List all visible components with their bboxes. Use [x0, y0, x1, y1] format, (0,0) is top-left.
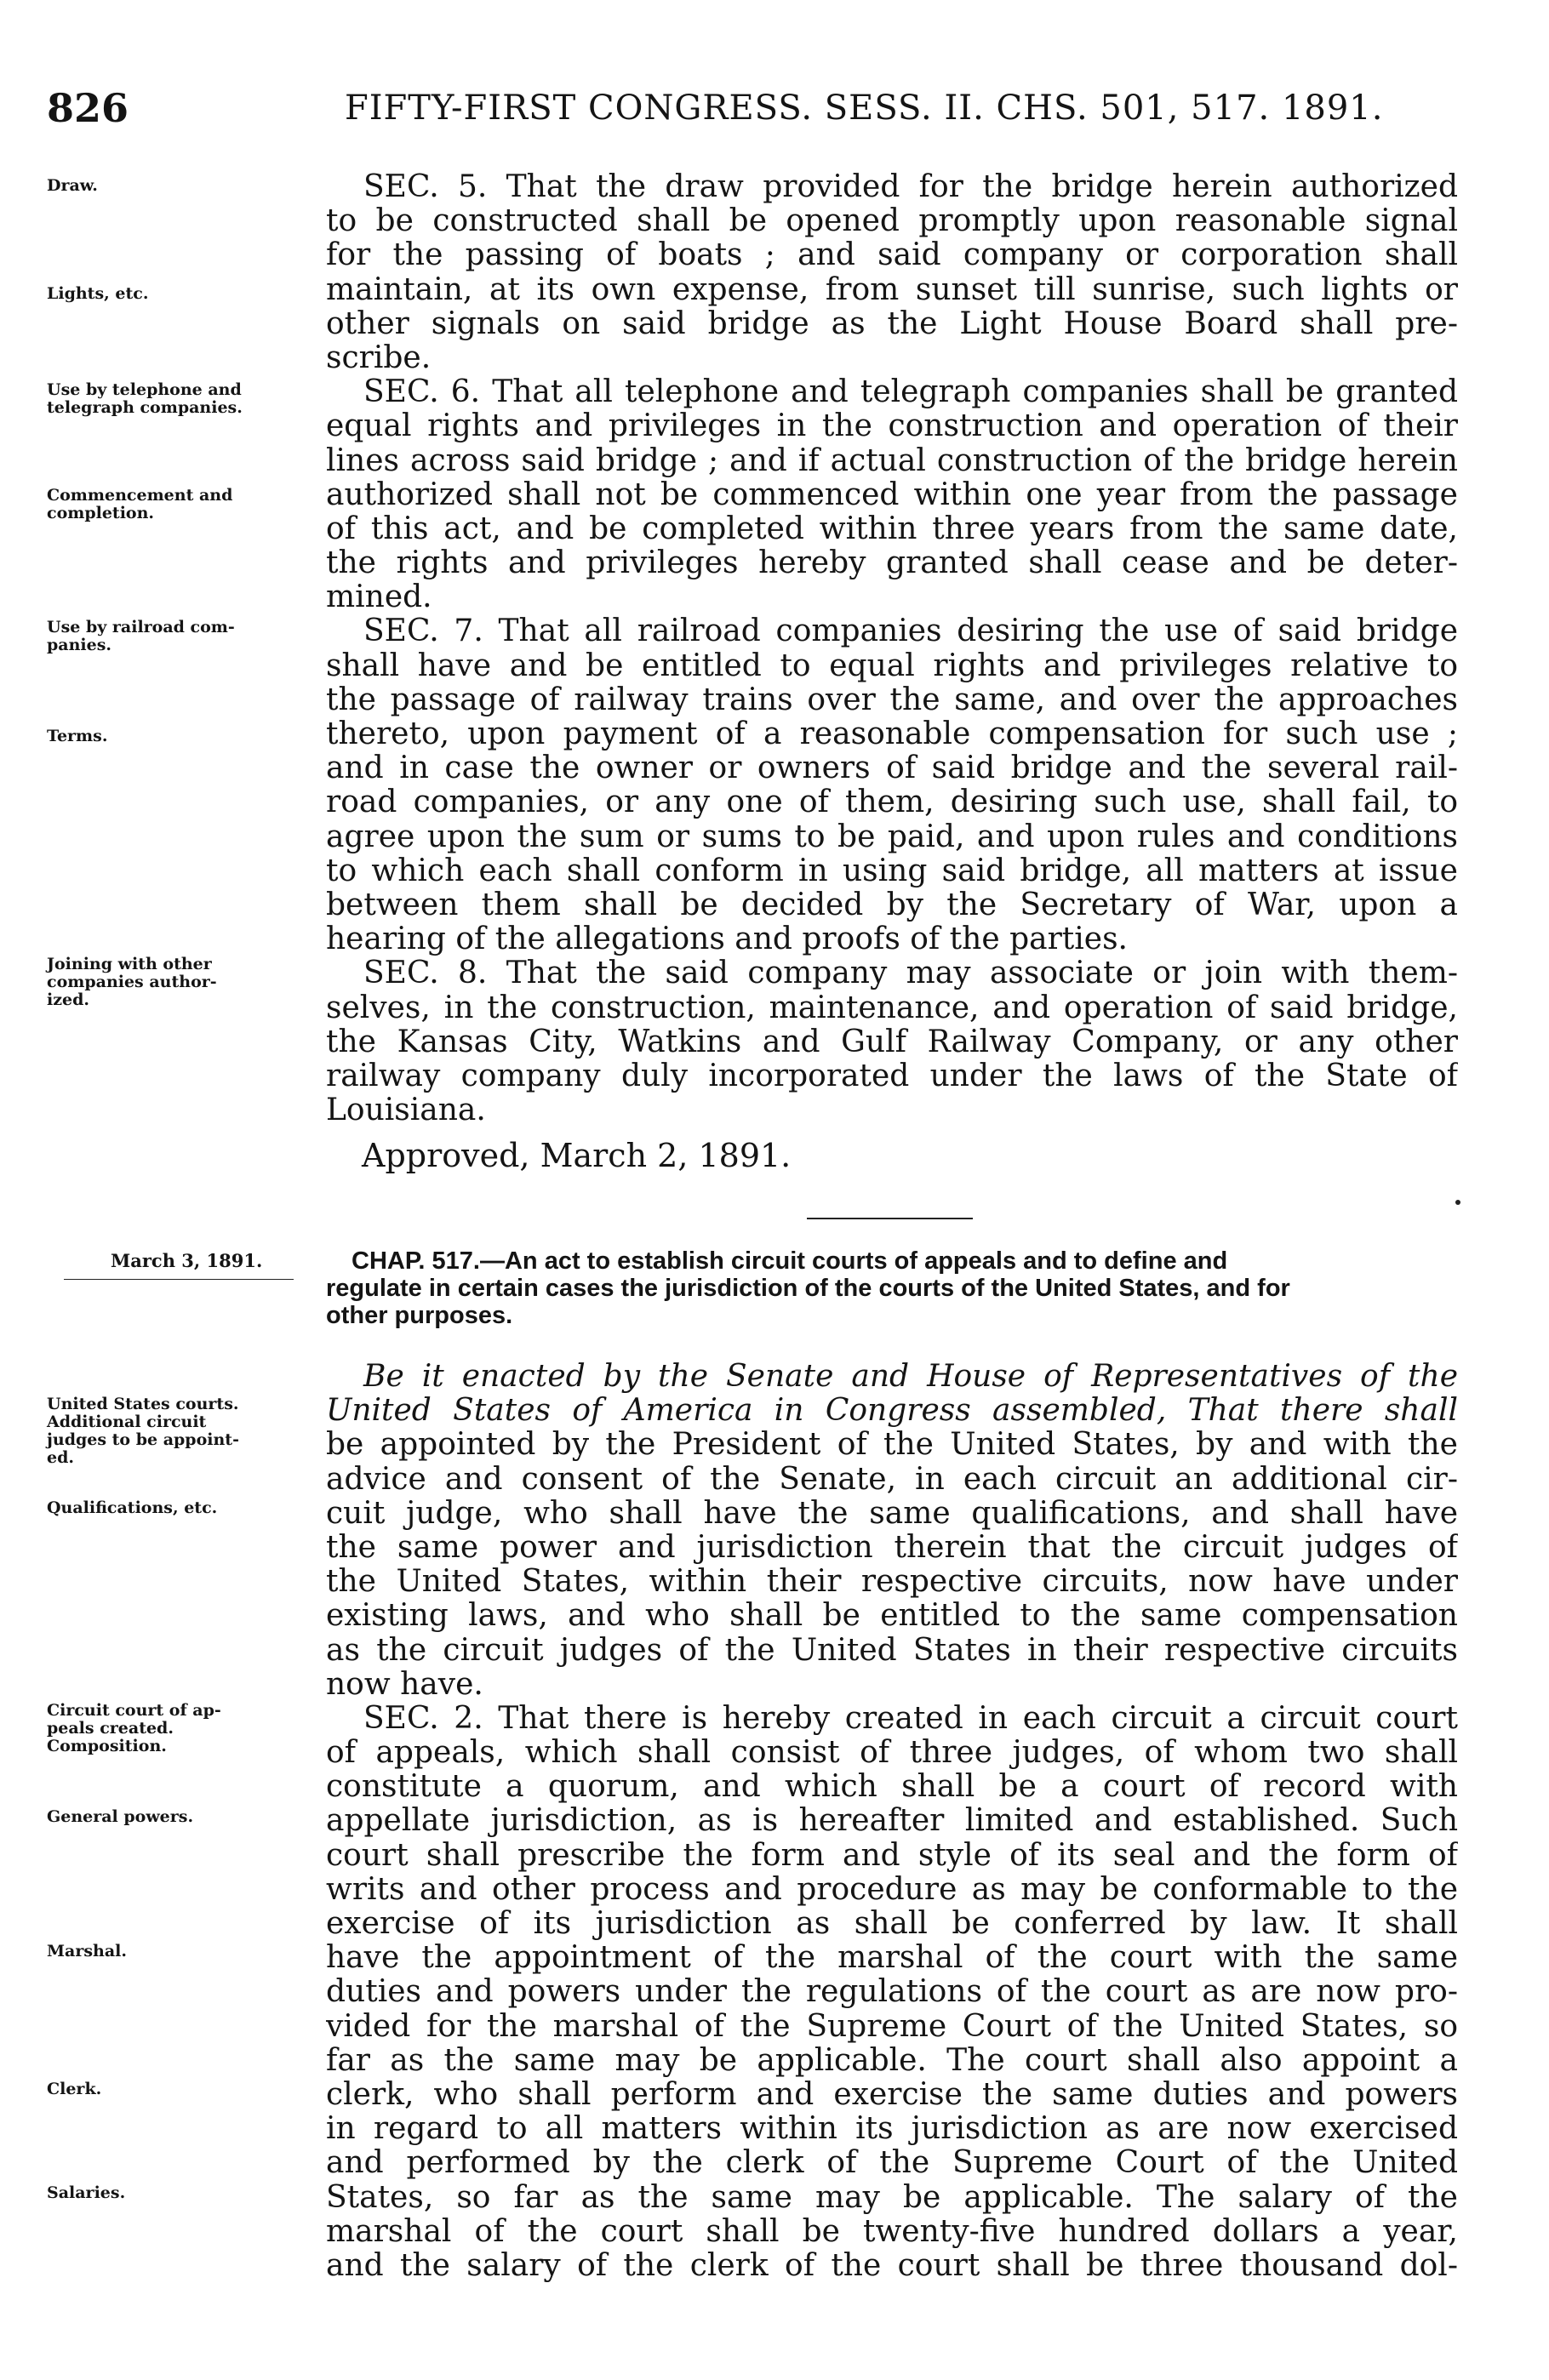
chapter-date: March 3, 1891. [111, 1250, 263, 1271]
text-line: appellate jurisdiction, as is hereafter limited and established. Such [326, 1804, 1458, 1839]
text-line: Be it enacted by the Senate and House of Representatives of the [363, 1360, 1458, 1394]
text-line: clerk, who shall perform and exercise the same duties and powers [326, 2077, 1458, 2112]
text-line: as the circuit judges of the United States in their respective circuits [326, 1633, 1458, 1668]
text-line: writs and other process and procedure as may be conformable to the [326, 1872, 1458, 1907]
text-line: the same power and jurisdiction therein that the circuit judges of [326, 1530, 1458, 1565]
text-line: the Kansas City, Watkins and Gulf Railway Company, or any other [326, 1024, 1458, 1059]
chapter-heading [326, 1247, 1462, 1329]
margin-note: United States courts. Additional circuit judges to be appoint- ed. [47, 1395, 239, 1467]
text-line: advice and consent of the Senate, in each circuit an additional cir- [326, 1462, 1458, 1497]
text-line: existing laws, and who shall be entitled to the same compensation [326, 1599, 1458, 1634]
text-line: other signals on said bridge as the Light House Board shall pre- [326, 306, 1458, 341]
text-line: court shall prescribe the form and style of its seal and the form of [326, 1838, 1458, 1873]
text-line: duties and powers under the regulations of the court as are now pro- [326, 1975, 1458, 2010]
text-line: shall have and be entitled to equal rights and privileges relative to [326, 648, 1458, 683]
margin-note: General powers. [47, 1807, 194, 1826]
chapter-heading-line: CHAP. 517.—An act to establish circuit courts of appeals and to define and [352, 1247, 1228, 1275]
margin-note: Lights, etc. [47, 284, 149, 303]
text-line: thereto, upon payment of a reasonable compensation for such use ; [326, 717, 1458, 751]
text-line: between them shall be decided by the Secretary of War, upon a [326, 888, 1458, 922]
text-line: mined. [326, 580, 432, 615]
margin-note: Circuit court of ap- peals created. Composition. [47, 1701, 221, 1755]
text-line: authorized shall not be commenced within one year from the passage [326, 477, 1458, 512]
act-body-text [326, 1360, 1458, 2283]
text-line: SEC. 8. That the said company may associate or join with them- [363, 956, 1458, 991]
text-line: marshal of the court shall be twenty-five hundred dollars a year, [326, 2214, 1458, 2249]
text-line: SEC. 7. That all railroad companies desiring the use of said bridge [363, 614, 1458, 649]
text-line: agree upon the sum or sums to be paid, and upon rules and conditions [326, 819, 1458, 854]
text-line: Louisiana. [326, 1093, 486, 1128]
margin-note: Use by railroad com- panies. [47, 618, 235, 654]
text-line: the passage of railway trains over the same, and over the approaches [326, 682, 1458, 717]
text-line: States, so far as the same may be applicable. The salary of the [326, 2180, 1458, 2215]
margin-note: Draw. [47, 176, 98, 195]
text-line: far as the same may be applicable. The court shall also appoint a [326, 2043, 1458, 2078]
text-line: the United States, within their respective circuits, now have under [326, 1565, 1458, 1600]
text-line: to be constructed shall be opened promptly upon reasonable signal [326, 204, 1458, 239]
text-line: of appeals, which shall consist of three judges, of whom two shall [326, 1736, 1458, 1771]
text-line: hearing of the allegations and proofs of the parties. [326, 922, 1128, 957]
approval-line: Approved, March 2, 1891. [362, 1137, 792, 1174]
text-line: be appointed by the President of the United States, by and with the [326, 1428, 1458, 1463]
margin-note: Qualifications, etc. [47, 1498, 218, 1517]
text-line: now have. [326, 1667, 483, 1702]
running-title: FIFTY-FIRST CONGRESS. SESS. II. CHS. 501, 517. 1891. [345, 88, 1384, 128]
text-line: United States of America in Congress assembled, That there shall [326, 1394, 1458, 1429]
ink-speck [1455, 1200, 1460, 1205]
text-line: equal rights and privileges in the construction and operation of their [326, 409, 1458, 444]
text-line: road companies, or any one of them, desiring such use, shall fail, to [326, 785, 1458, 820]
chapter-heading-line: regulate in certain cases the jurisdiction of the courts of the United States, and for [326, 1275, 1290, 1302]
margin-note: Commencement and completion. [47, 486, 233, 522]
margin-note: Salaries. [47, 2183, 126, 2202]
text-line: the rights and privileges hereby granted shall cease and be deter- [326, 546, 1458, 581]
date-rule [64, 1279, 294, 1280]
margin-note: Clerk. [47, 2080, 102, 2098]
text-line: to which each shall conform in using said bridge, all matters at issue [326, 853, 1458, 888]
margin-note: Terms. [47, 727, 108, 745]
text-line: and in case the owner or owners of said bridge and the several rail- [326, 751, 1458, 786]
text-line: maintain, at its own expense, from sunset till sunrise, such lights or [326, 272, 1458, 307]
page-number: 826 [47, 85, 129, 131]
margin-note: Joining with other companies author- ized. [47, 955, 217, 1009]
text-line: cuit judge, who shall have the same qualifications, and shall have [326, 1496, 1458, 1531]
text-line: constitute a quorum, and which shall be a court of record with [326, 1770, 1458, 1805]
text-line: for the passing of boats ; and said company or corporation shall [326, 238, 1458, 273]
margin-note: Use by telephone and telegraph companies. [47, 380, 243, 417]
text-line: vided for the marshal of the Supreme Court of the United States, so [326, 2009, 1458, 2044]
chapter-heading-line: other purposes. [326, 1302, 513, 1329]
text-line: selves, in the construction, maintenance, and operation of said bridge, [326, 990, 1458, 1025]
text-line: scribe. [326, 340, 432, 375]
text-line: railway company duly incorporated under the laws of the State of [326, 1059, 1458, 1093]
text-line: and performed by the clerk of the Supreme Court of the United [326, 2146, 1458, 2181]
text-line: SEC. 5. That the draw provided for the bridge herein authorized [363, 170, 1458, 204]
running-header [47, 85, 1464, 136]
text-line: in regard to all matters within its jurisdiction as are now exercised [326, 2112, 1458, 2147]
text-line: lines across said bridge ; and if actual construction of the bridge herein [326, 443, 1458, 478]
text-line: exercise of its jurisdiction as shall be conferred by law. It shall [326, 1907, 1458, 1941]
text-line: SEC. 6. That all telephone and telegraph companies shall be granted [363, 375, 1458, 410]
text-line: of this act, and be completed within three years from the same date, [326, 511, 1458, 546]
section-divider [807, 1218, 973, 1219]
text-line: and the salary of the clerk of the court shall be three thousand dol- [326, 2248, 1458, 2283]
margin-note: Marshal. [47, 1942, 128, 1961]
act-section-text [326, 170, 1458, 1127]
text-line: SEC. 2. That there is hereby created in each circuit a circuit court [363, 1701, 1458, 1736]
text-line: have the appointment of the marshal of the court with the same [326, 1941, 1458, 1976]
